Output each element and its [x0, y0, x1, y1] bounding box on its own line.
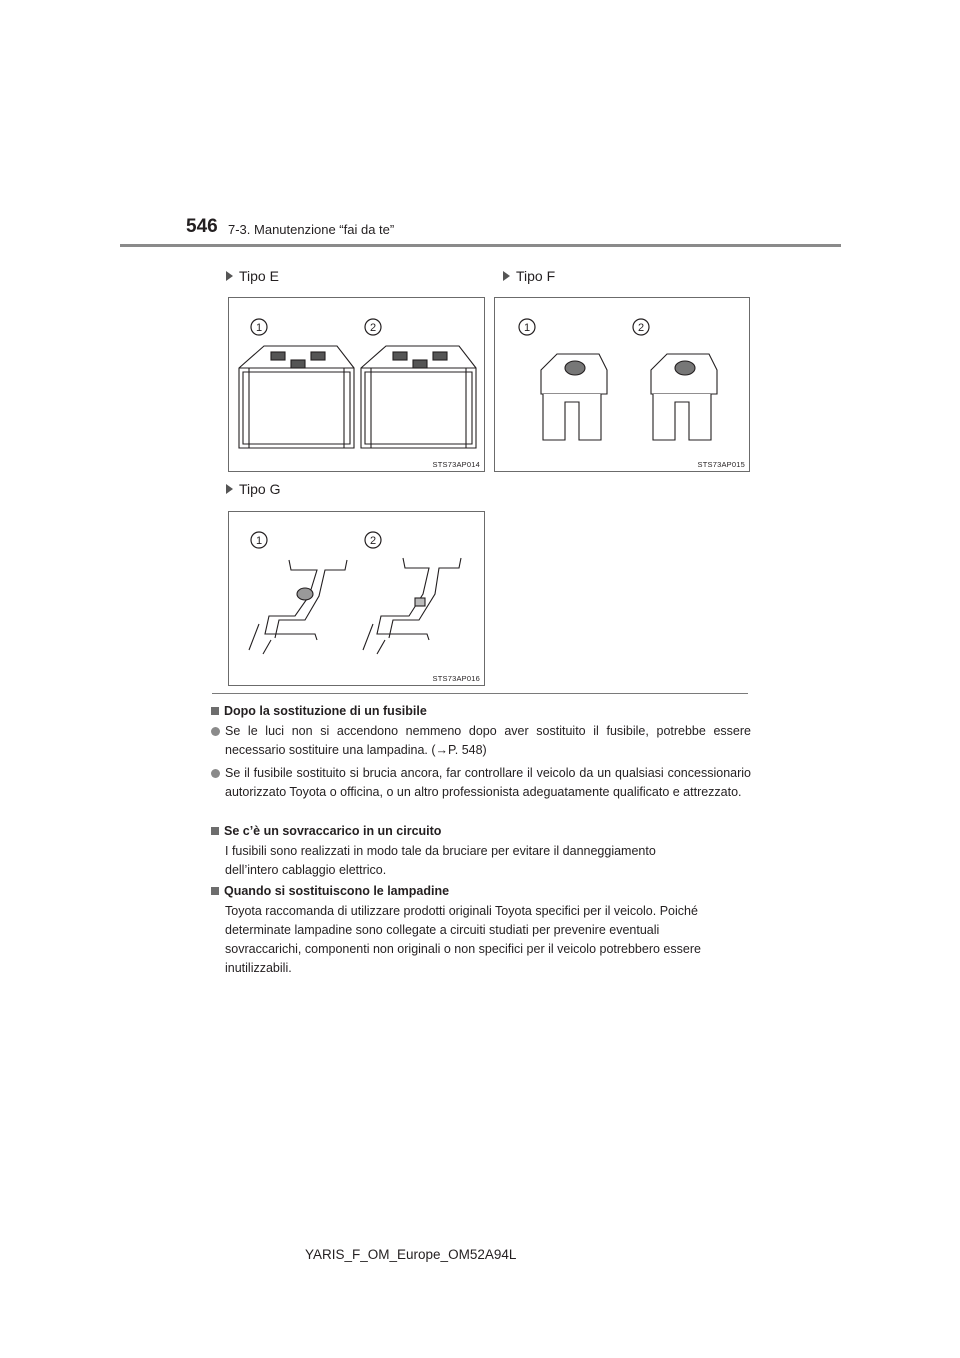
callout-1: 1 [523, 322, 531, 334]
section-heading [211, 704, 751, 718]
list-item [211, 722, 751, 760]
paragraph [211, 842, 751, 880]
square-bullet-icon [211, 887, 219, 895]
section-divider [212, 693, 748, 694]
section-heading-text: Dopo la sostituzione di un fusibile [224, 704, 427, 718]
figure-code: STS73AP016 [432, 674, 480, 683]
type-f-label [503, 268, 555, 284]
chapter-title: 7-3. Manutenzione “fai da te” [228, 222, 395, 237]
section-heading-text: Se c’è un sovraccarico in un circuito [224, 824, 442, 838]
callout-2: 2 [369, 535, 377, 547]
paragraph [211, 902, 751, 978]
section-heading [211, 824, 751, 838]
type-g-label-text: Tipo G [239, 481, 281, 497]
figure-code: STS73AP014 [432, 460, 480, 469]
section-bulbs [211, 884, 751, 978]
paragraph-line: dell’intero cablaggio elettrico. [225, 863, 387, 877]
fuse-1-shape [249, 560, 347, 654]
figure-type-e [228, 297, 485, 472]
type-f-label-text: Tipo F [516, 268, 556, 284]
paragraph-line: Toyota raccomanda di utilizzare prodotti originali Toyota specifici per il veicolo. Poiché [225, 904, 698, 918]
header-divider [120, 244, 841, 247]
section-after-replacing [211, 704, 751, 802]
paragraph-line: determinate lampadine sono collegate a circuiti studiati per prevenire eventuali [225, 923, 660, 937]
paragraph-line: I fusibili sono realizzati in modo tale da bruciare per evitare il danneggiamento [225, 844, 656, 858]
square-bullet-icon [211, 707, 219, 715]
page-number: 546 [186, 216, 218, 237]
fuse-type-f-illustration [495, 298, 751, 473]
type-e-label-text: Tipo E [239, 268, 279, 284]
fuse-type-e-illustration [229, 298, 486, 473]
arrow-right-icon [226, 484, 233, 494]
callout-1: 1 [255, 535, 263, 547]
fuse-2-shape [363, 558, 461, 654]
square-bullet-icon [211, 827, 219, 835]
fuse-2-shape [651, 354, 717, 440]
type-e-label [226, 268, 279, 284]
paragraph-line: inutilizzabili. [225, 961, 292, 975]
section-heading [211, 884, 751, 898]
arrow-right-icon [503, 271, 510, 281]
arrow-right-icon [226, 271, 233, 281]
callout-2: 2 [369, 322, 377, 334]
callout-1: 1 [255, 322, 263, 334]
type-g-label [226, 481, 281, 497]
list-item [211, 764, 751, 802]
callout-2: 2 [637, 322, 645, 334]
figure-type-f [494, 297, 750, 472]
section-overload [211, 824, 751, 880]
fuse-2-shape [361, 346, 476, 448]
section-heading-text: Quando si sostituiscono le lampadine [224, 884, 450, 898]
figure-type-g [228, 511, 485, 686]
footer-document-id: YARIS_F_OM_Europe_OM52A94L [305, 1247, 517, 1262]
fuse-1-shape [541, 354, 607, 440]
figure-code: STS73AP015 [697, 460, 745, 469]
circle-bullet-icon [211, 727, 220, 736]
list-item-text: Se le luci non si accendono nemmeno dopo aver sostituito il fusibile, potrebbe essere necessario sostituire una lampadina. (→P. 548) [225, 724, 751, 757]
list-item-text: Se il fusibile sostituito si brucia ancora, far controllare il veicolo da un qualsiasi concessionario autorizzato Toyota o officina, o un altro professionista adeguatamente qualificato e attrezzato. [225, 766, 751, 799]
paragraph-line: sovraccarichi, componenti non originali o non specifici per il veicolo potrebbero essere [225, 942, 701, 956]
circle-bullet-icon [211, 769, 220, 778]
fuse-type-g-illustration [229, 512, 486, 687]
fuse-1-shape [239, 346, 354, 448]
